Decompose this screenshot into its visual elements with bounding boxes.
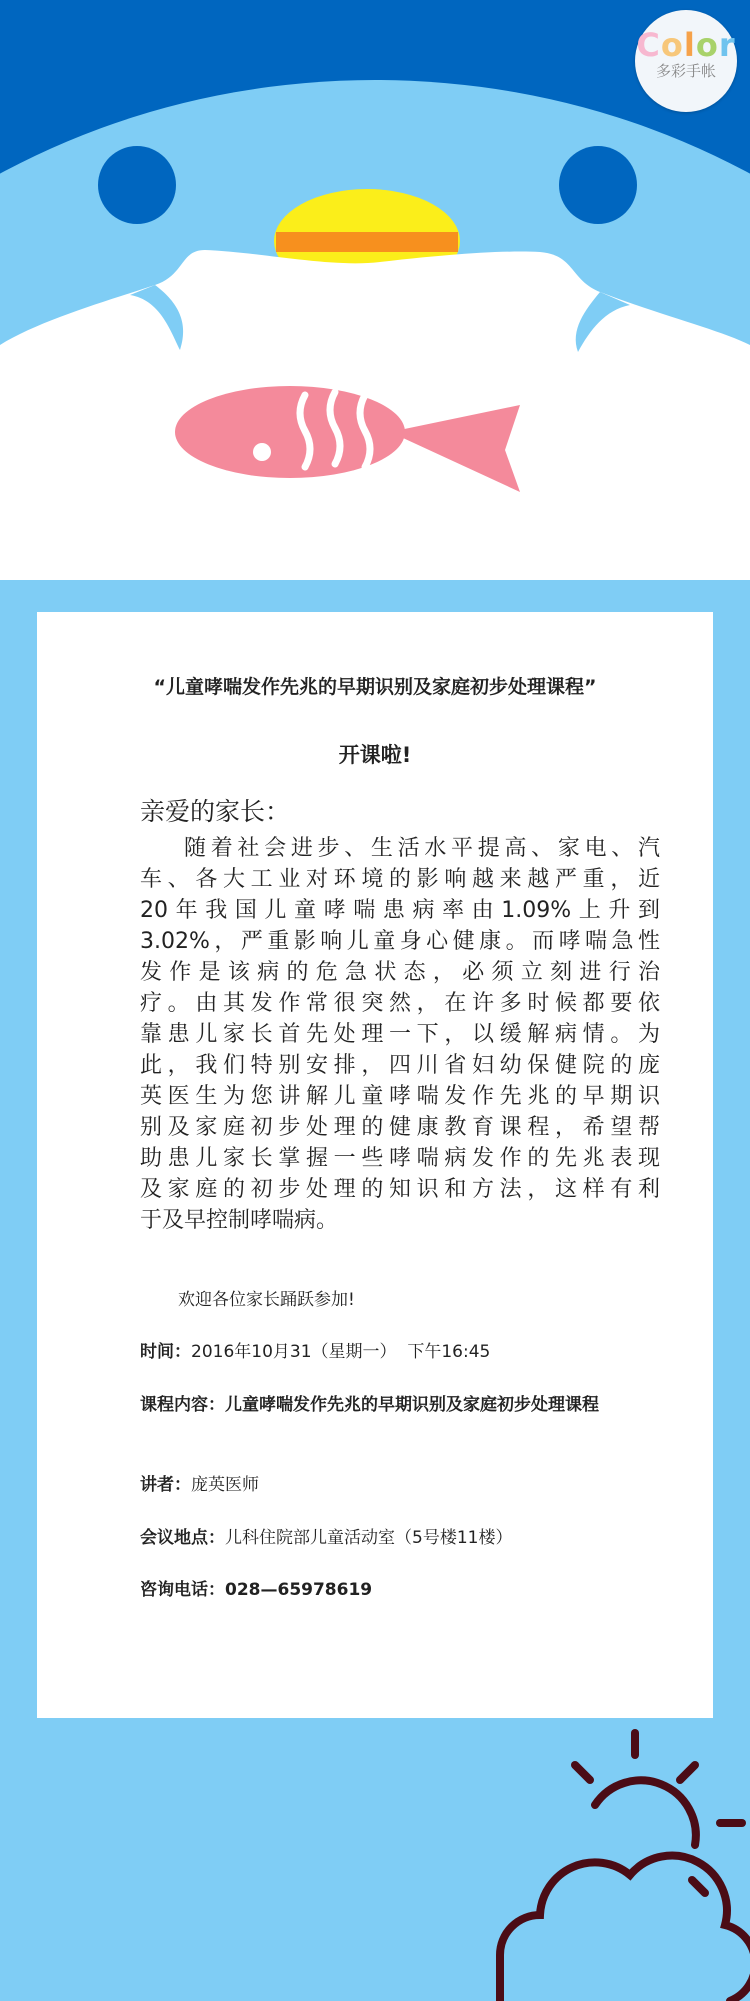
penguin-right-eye <box>559 146 637 224</box>
phone-label: 咨询电话： <box>140 1580 225 1600</box>
paragraph-line: 随着社会进步、生活水平提高、家电、汽 <box>184 836 660 861</box>
paragraph-line: 发作是该病的危急状态，必须立刻进行治 <box>140 960 660 985</box>
content-label: 课程内容： <box>140 1395 225 1415</box>
speaker-value: 庞英医师 <box>191 1475 259 1495</box>
sun-behind-cloud-icon <box>480 1725 750 2001</box>
penguin-left-eye <box>98 146 176 224</box>
intro-paragraph <box>140 833 660 1236</box>
content-value: 儿童哮喘发作先兆的早期识别及家庭初步处理课程 <box>225 1395 599 1415</box>
course-title: “儿童哮喘发作先兆的早期识别及家庭初步处理课程” <box>153 676 597 698</box>
speaker-label: 讲者： <box>140 1475 191 1495</box>
notice-card <box>37 612 713 1718</box>
time-label: 时间： <box>140 1342 191 1362</box>
phone-row <box>140 1577 660 1604</box>
course-start-heading: 开课啦! <box>338 743 412 767</box>
greeting: 亲爱的家长： <box>140 797 291 826</box>
paragraph-line: 车、各大工业对环境的影响越来越严重，近 <box>140 867 660 892</box>
paragraph-line: 于及早控制哮喘病。 <box>140 1208 339 1233</box>
paragraph-line: 及家庭的初步处理的知识和方法，这样有利 <box>140 1177 660 1202</box>
paragraph-line: 此，我们特别安排，四川省妇幼保健院的庞 <box>140 1053 660 1078</box>
paragraph-line: 疗。由其发作常很突然，在许多时候都要依 <box>140 991 660 1016</box>
logo-word: Color <box>636 26 736 64</box>
logo-subtitle: 多彩手帐 <box>655 62 716 80</box>
paragraph-line: 别及家庭初步处理的健康教育课程，希望帮 <box>140 1115 660 1140</box>
paragraph-line: 3.02%，严重影响儿童身心健康。而哮喘急性 <box>140 929 660 954</box>
paragraph-line: 助患儿家长掌握一些哮喘病发作的先兆表现 <box>140 1146 660 1171</box>
beak-band <box>276 232 458 252</box>
speaker-row <box>140 1472 660 1499</box>
venue-value: 儿科住院部儿童活动室（5号楼11楼） <box>225 1528 513 1548</box>
time-value: 2016年10月31（星期一） 下午16:45 <box>191 1342 491 1362</box>
paragraph-line: 靠患儿家长首先处理一下，以缓解病情。为 <box>140 1022 660 1047</box>
paragraph-line: 英医生为您讲解儿童哮喘发作先兆的早期识 <box>140 1084 660 1109</box>
paragraph-line: 20年我国儿童哮喘患病率由1.09%上升到 <box>140 898 660 923</box>
welcome-text: 欢迎各位家长踊跃参加! <box>178 1290 355 1310</box>
time-row <box>140 1339 660 1366</box>
color-notebook-logo <box>635 10 737 112</box>
content-row <box>140 1392 660 1419</box>
venue-label: 会议地点： <box>140 1528 225 1548</box>
phone-value: 028—65978619 <box>225 1580 373 1600</box>
penguin-header-illustration <box>0 0 750 580</box>
venue-row <box>140 1525 660 1552</box>
